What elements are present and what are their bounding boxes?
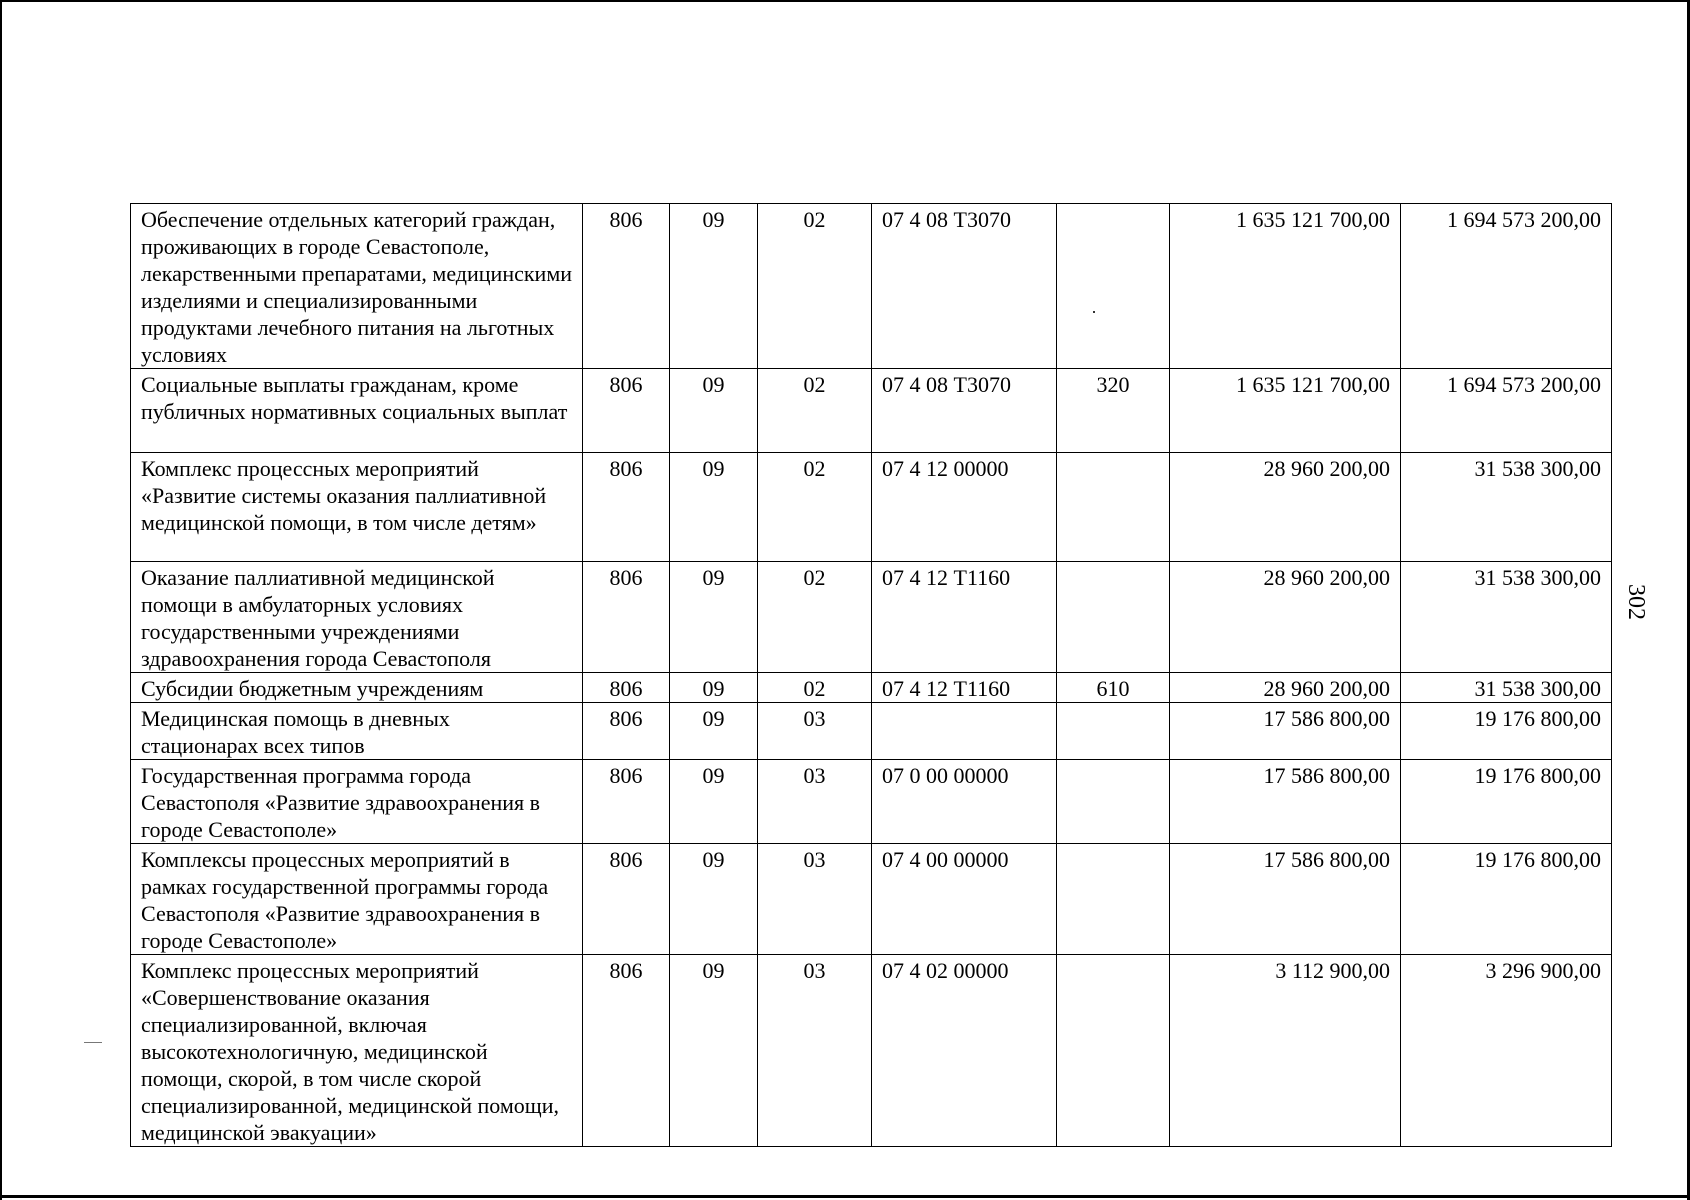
target-article-code: 07 4 08 Т3070 <box>872 369 1057 453</box>
amount-year-2: 31 538 300,00 <box>1401 453 1612 562</box>
expense-name: Социальные выплаты гражданам, кроме публичных нормативных социальных выплат <box>131 369 583 453</box>
amount-year-2: 31 538 300,00 <box>1401 673 1612 703</box>
page-border-bottom <box>0 1195 1690 1198</box>
expense-type-code <box>1057 760 1170 844</box>
expense-type-code <box>1057 703 1170 760</box>
section-code: 09 <box>670 369 758 453</box>
amount-year-2: 1 694 573 200,00 <box>1401 369 1612 453</box>
expense-name: Оказание паллиативной медицинской помощи в амбулаторных условиях государственными учреждениями здравоохранения города Севастополя <box>131 562 583 673</box>
expense-type-code: 320 <box>1057 369 1170 453</box>
expense-name: Комплекс процессных мероприятий «Развитие системы оказания паллиативной медицинской помощи, в том числе детям» <box>131 453 583 562</box>
amount-year-1: 17 586 800,00 <box>1170 760 1401 844</box>
amount-year-1: 17 586 800,00 <box>1170 703 1401 760</box>
scan-mark <box>84 1042 102 1043</box>
amount-year-2: 19 176 800,00 <box>1401 844 1612 955</box>
target-article-code: 07 4 12 Т1160 <box>872 562 1057 673</box>
expense-type-code <box>1057 955 1170 1147</box>
target-article-code: 07 0 00 00000 <box>872 760 1057 844</box>
grbs-code: 806 <box>583 204 670 369</box>
table-row <box>131 673 1612 703</box>
subsection-code: 02 <box>758 562 872 673</box>
expense-name: Государственная программа города Севастополя «Развитие здравоохранения в городе Севастополе» <box>131 760 583 844</box>
grbs-code: 806 <box>583 673 670 703</box>
amount-year-1: 28 960 200,00 <box>1170 453 1401 562</box>
amount-year-1: 1 635 121 700,00 <box>1170 369 1401 453</box>
amount-year-2: 3 296 900,00 <box>1401 955 1612 1147</box>
section-code: 09 <box>670 760 758 844</box>
table-row <box>131 760 1612 844</box>
expense-name: Медицинская помощь в дневных стационарах всех типов <box>131 703 583 760</box>
table-row <box>131 369 1612 453</box>
amount-year-2: 19 176 800,00 <box>1401 760 1612 844</box>
expense-name: Комплекс процессных мероприятий «Совершенствование оказания специализированной, включая высокотехнологичную, медицинской помощи, скорой, в том числе скорой специализированной, медицинской помощи, медицинской эвакуации» <box>131 955 583 1147</box>
amount-year-2: 1 694 573 200,00 <box>1401 204 1612 369</box>
grbs-code: 806 <box>583 760 670 844</box>
grbs-code: 806 <box>583 453 670 562</box>
subsection-code: 03 <box>758 844 872 955</box>
table-row <box>131 955 1612 1147</box>
page-border-left <box>0 0 2 1200</box>
expense-type-code <box>1057 453 1170 562</box>
table-row <box>131 453 1612 562</box>
target-article-code <box>872 703 1057 760</box>
amount-year-1: 17 586 800,00 <box>1170 844 1401 955</box>
section-code: 09 <box>670 955 758 1147</box>
amount-year-2: 31 538 300,00 <box>1401 562 1612 673</box>
amount-year-1: 3 112 900,00 <box>1170 955 1401 1147</box>
subsection-code: 02 <box>758 453 872 562</box>
grbs-code: 806 <box>583 955 670 1147</box>
table-row <box>131 844 1612 955</box>
amount-year-2: 19 176 800,00 <box>1401 703 1612 760</box>
expense-type-code: 610 <box>1057 673 1170 703</box>
section-code: 09 <box>670 562 758 673</box>
grbs-code: 806 <box>583 562 670 673</box>
budget-table <box>130 203 1612 1147</box>
amount-year-1: 1 635 121 700,00 <box>1170 204 1401 369</box>
subsection-code: 02 <box>758 369 872 453</box>
subsection-code: 03 <box>758 760 872 844</box>
grbs-code: 806 <box>583 844 670 955</box>
section-code: 09 <box>670 673 758 703</box>
target-article-code: 07 4 12 00000 <box>872 453 1057 562</box>
subsection-code: 02 <box>758 673 872 703</box>
section-code: 09 <box>670 453 758 562</box>
expense-type-code <box>1057 844 1170 955</box>
grbs-code: 806 <box>583 703 670 760</box>
target-article-code: 07 4 08 Т3070 <box>872 204 1057 369</box>
subsection-code: 03 <box>758 703 872 760</box>
section-code: 09 <box>670 703 758 760</box>
target-article-code: 07 4 02 00000 <box>872 955 1057 1147</box>
section-code: 09 <box>670 844 758 955</box>
table-row <box>131 703 1612 760</box>
target-article-code: 07 4 00 00000 <box>872 844 1057 955</box>
expense-name: Обеспечение отдельных категорий граждан, проживающих в городе Севастополе, лекарственными препаратами, медицинскими изделиями и специализированными продуктами лечебного питания на льготных условиях <box>131 204 583 369</box>
expense-name: Комплексы процессных мероприятий в рамках государственной программы города Севастополя «Развитие здравоохранения в городе Севастополе» <box>131 844 583 955</box>
page-border-top <box>0 0 1690 2</box>
expense-type-code <box>1057 562 1170 673</box>
page-number: 302 <box>1623 584 1649 620</box>
table-row <box>131 562 1612 673</box>
amount-year-1: 28 960 200,00 <box>1170 673 1401 703</box>
amount-year-1: 28 960 200,00 <box>1170 562 1401 673</box>
grbs-code: 806 <box>583 369 670 453</box>
expense-type-code <box>1057 204 1170 369</box>
section-code: 09 <box>670 204 758 369</box>
subsection-code: 02 <box>758 204 872 369</box>
expense-name: Субсидии бюджетным учреждениям <box>131 673 583 703</box>
subsection-code: 03 <box>758 955 872 1147</box>
table-row <box>131 204 1612 369</box>
target-article-code: 07 4 12 Т1160 <box>872 673 1057 703</box>
